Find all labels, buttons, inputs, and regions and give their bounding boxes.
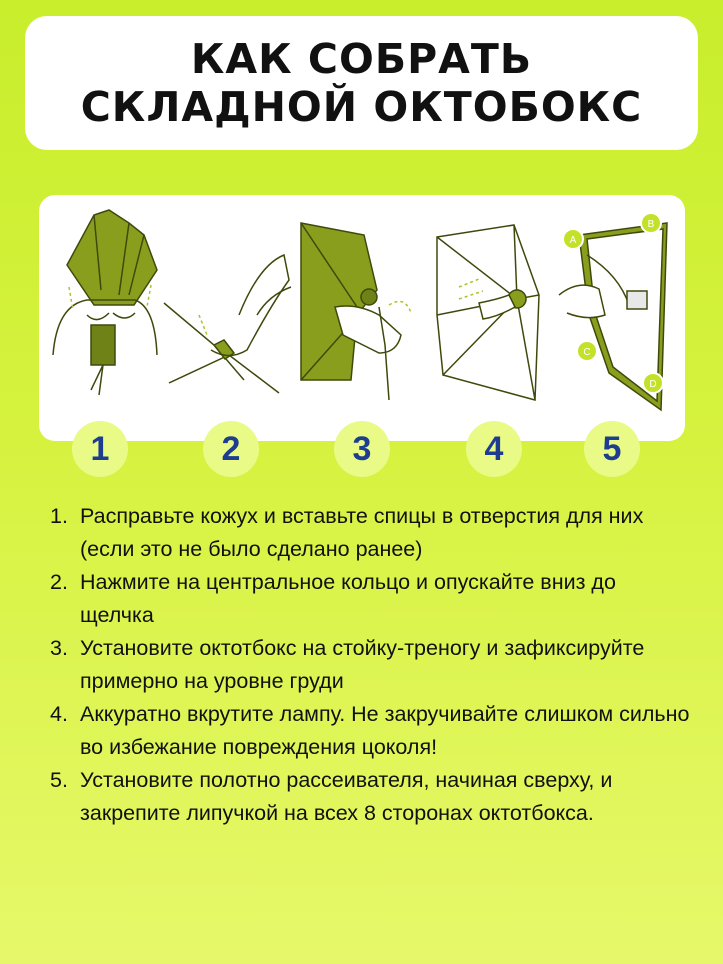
instruction-text: Расправьте кожух и вставьте спицы в отверстия для них (если это не было сделано ранее) (80, 504, 644, 561)
illustration-step-3 (301, 223, 411, 400)
step-number-1: 1 (72, 421, 128, 477)
illustration-step-4 (437, 225, 539, 400)
instruction-step-3 (50, 632, 690, 698)
instruction-number: 1. (50, 504, 68, 528)
illustration-step-2 (164, 255, 291, 393)
instruction-text: Аккуратно вкрутите лампу. Не закручивайте слишком сильно во избежание повреждения цоколя! (80, 702, 690, 759)
instruction-number: 2. (50, 570, 68, 594)
instruction-number: 3. (50, 636, 68, 660)
instruction-number: 4. (50, 702, 68, 726)
illustration-step-5 (559, 213, 667, 410)
step-number-5: 5 (584, 421, 640, 477)
instruction-step-1 (50, 500, 690, 566)
title-card (25, 16, 698, 150)
marker-b: B (647, 219, 655, 230)
instruction-step-4 (50, 698, 690, 764)
instruction-step-5 (50, 764, 690, 830)
instruction-text: Нажмите на центральное кольцо и опускайте вниз до щелчка (80, 570, 616, 627)
step-number-2: 2 (203, 421, 259, 477)
marker-a: A (569, 235, 577, 246)
assembly-illustrations (39, 195, 685, 441)
instruction-number: 5. (50, 768, 68, 792)
instruction-step-2 (50, 566, 690, 632)
illustration-step-1 (53, 210, 157, 395)
instruction-text: Установите октотбокс на стойку-треногу и зафиксируйте примерно на уровне груди (80, 636, 645, 693)
marker-c: C (583, 347, 591, 358)
step-number-4: 4 (466, 421, 522, 477)
page-title-line-1: КАК СОБРАТЬ (190, 35, 533, 83)
instructions-list (50, 500, 690, 830)
marker-d: D (649, 379, 657, 390)
step-number-3: 3 (334, 421, 390, 477)
page-title-line-2: СКЛАДНОЙ ОКТОБОКС (80, 83, 643, 131)
illustrations-panel (39, 195, 685, 441)
instruction-text: Установите полотно рассеивателя, начиная сверху, и закрепите липучкой на всех 8 сторонах октотбокса. (80, 768, 613, 825)
